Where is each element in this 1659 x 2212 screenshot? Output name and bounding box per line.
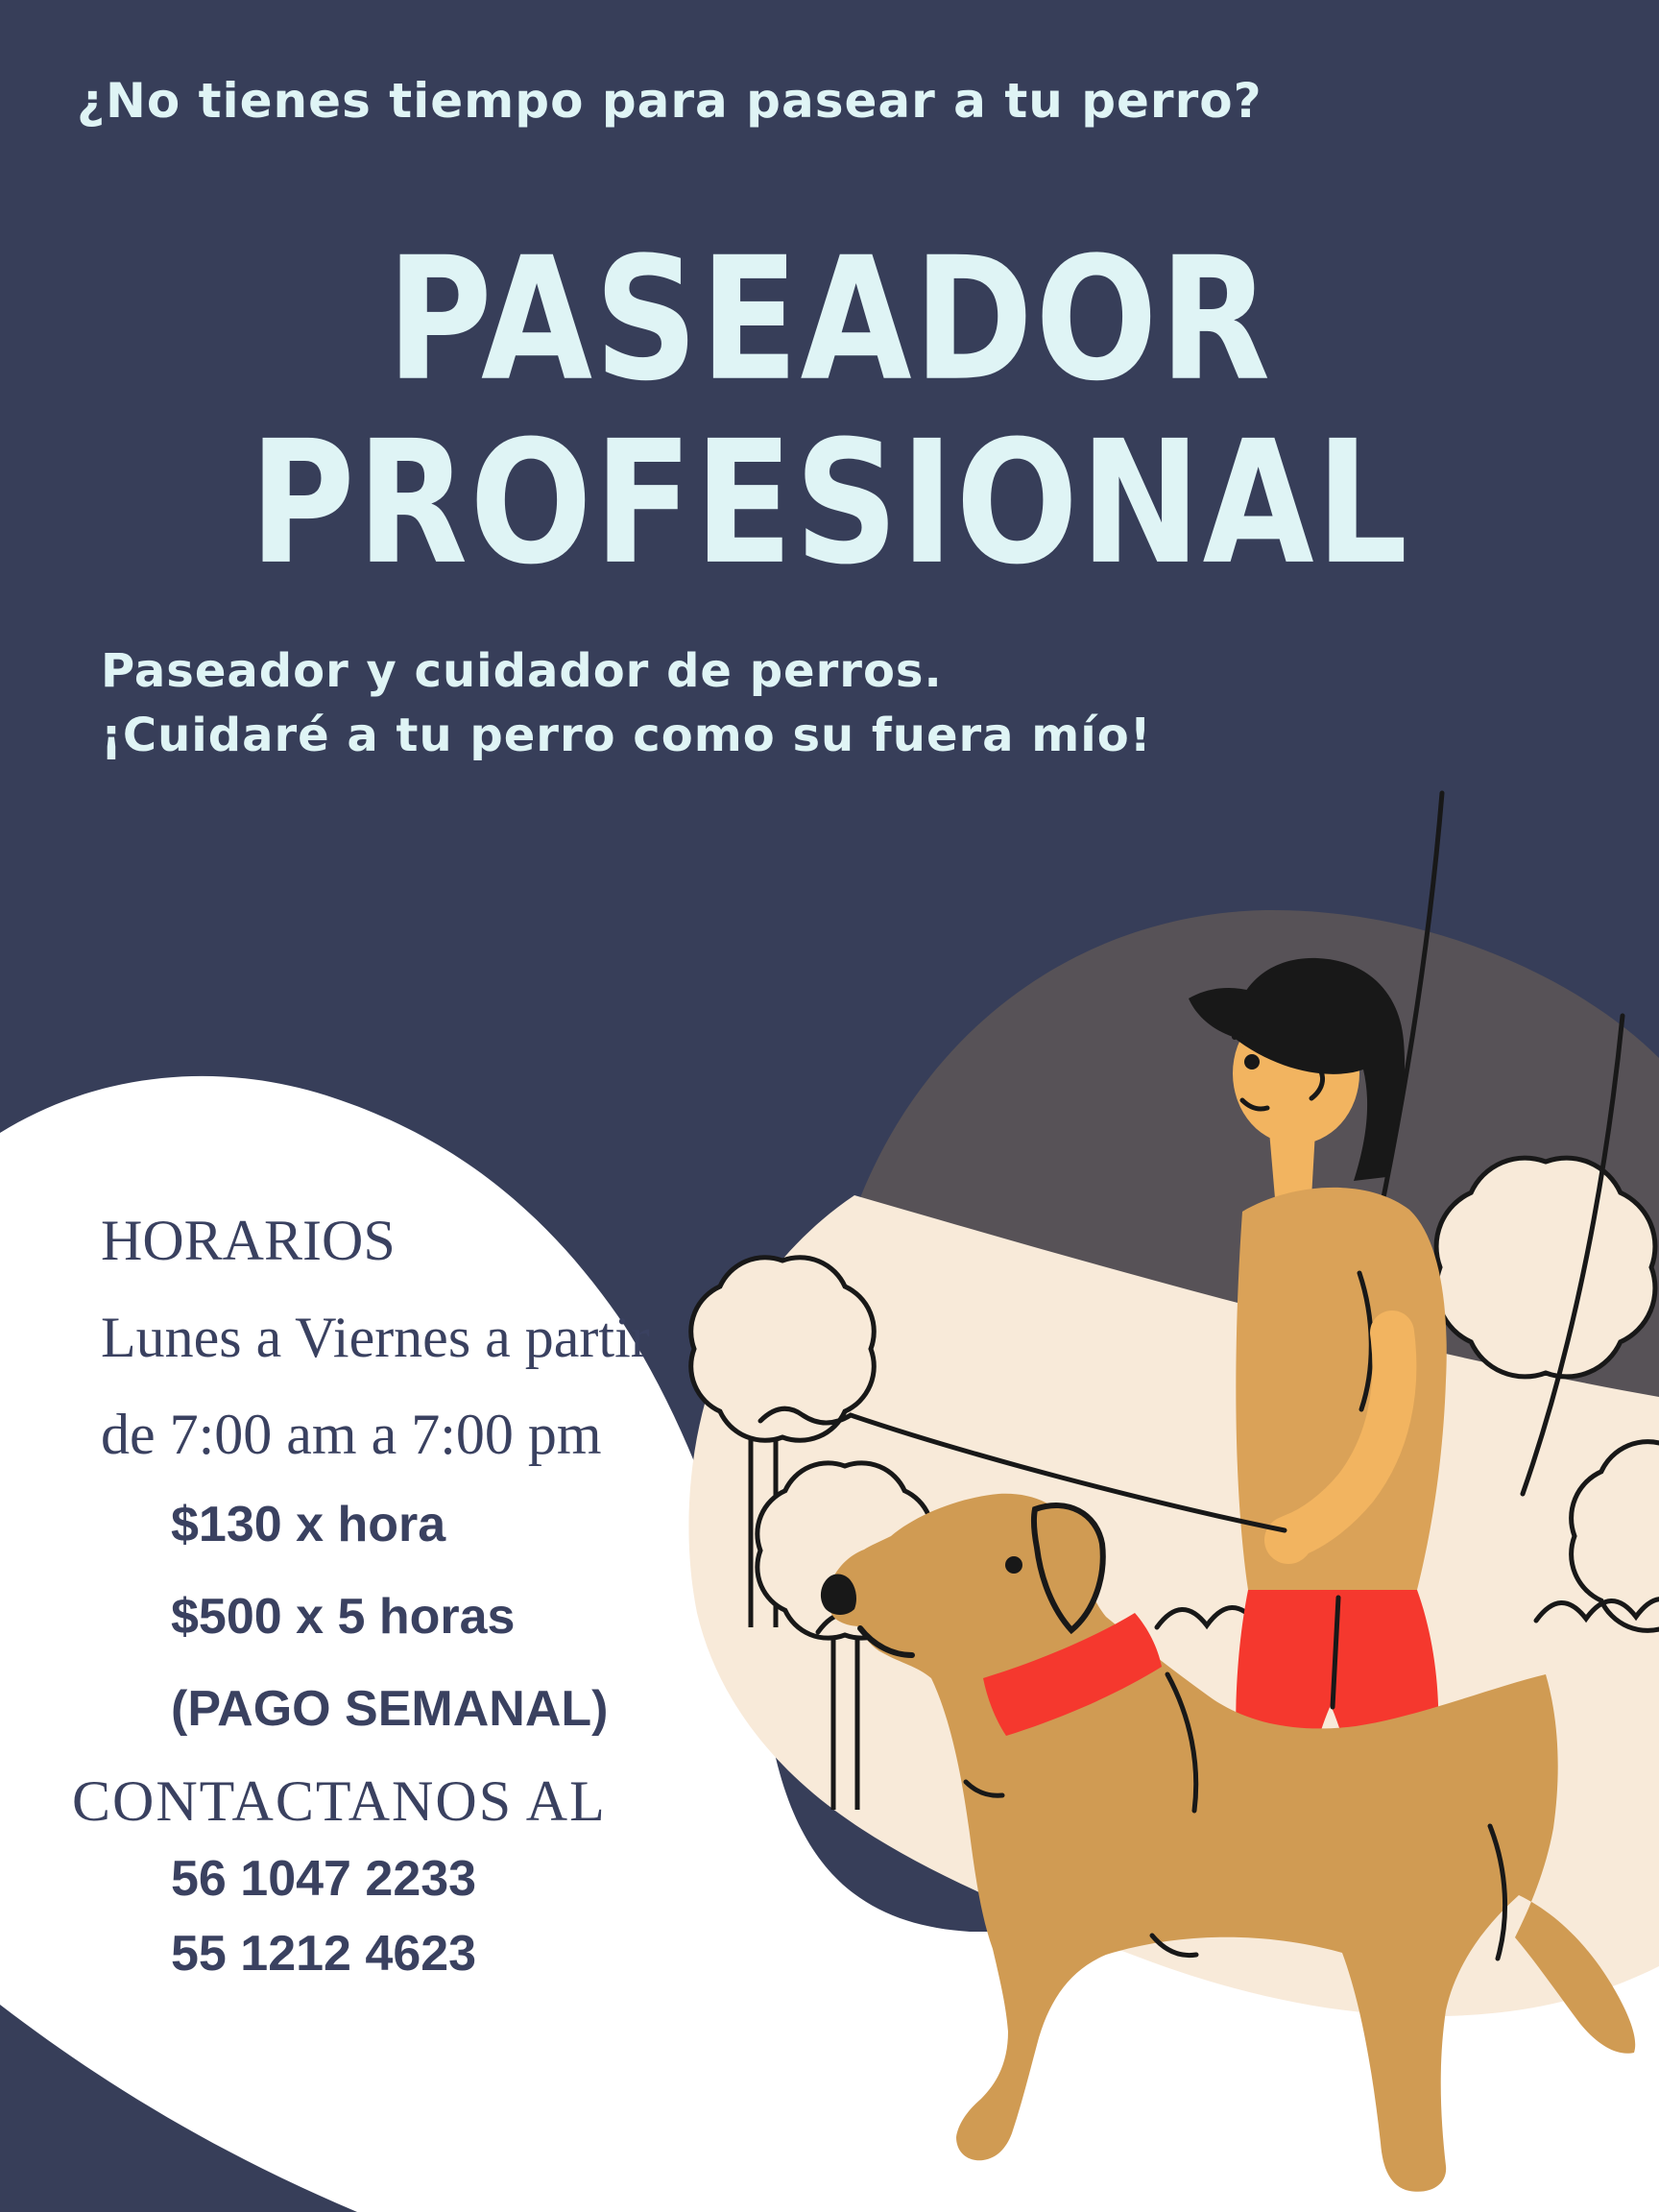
poster-title-line1: PASEADOR <box>386 221 1273 420</box>
poster-subtitle <box>101 639 1152 768</box>
poster-title-line2: PROFESIONAL <box>249 405 1410 603</box>
schedule-hours: de 7:00 am a 7:00 pm <box>101 1403 602 1466</box>
schedule-days: Lunes a Viernes a partir <box>101 1306 650 1369</box>
poster-title <box>0 221 1659 603</box>
dog-eye <box>1005 1556 1022 1574</box>
schedule-block <box>101 1192 650 1483</box>
contact-phones <box>171 1841 476 1991</box>
man-eye <box>1244 1054 1260 1070</box>
subtitle-line1: Paseador y cuidador de perros. <box>101 644 943 698</box>
man-hand <box>1264 1516 1312 1564</box>
schedule-heading: HORARIOS <box>101 1209 396 1272</box>
price-per-hour: $130 x hora <box>171 1497 446 1552</box>
tagline-question: ¿No tienes tiempo para pasear a tu perro? <box>77 73 1262 129</box>
price-pack: $500 x 5 horas <box>171 1589 516 1645</box>
payment-note: (PAGO SEMANAL) <box>171 1681 609 1737</box>
phone-number-2: 55 1212 4623 <box>171 1926 477 1982</box>
contact-heading: CONTACTANOS AL <box>72 1769 607 1833</box>
pricing-block <box>171 1479 608 1755</box>
phone-number-1: 56 1047 2233 <box>171 1851 477 1907</box>
subtitle-line2: ¡Cuidaré a tu perro como su fuera mío! <box>101 709 1152 762</box>
